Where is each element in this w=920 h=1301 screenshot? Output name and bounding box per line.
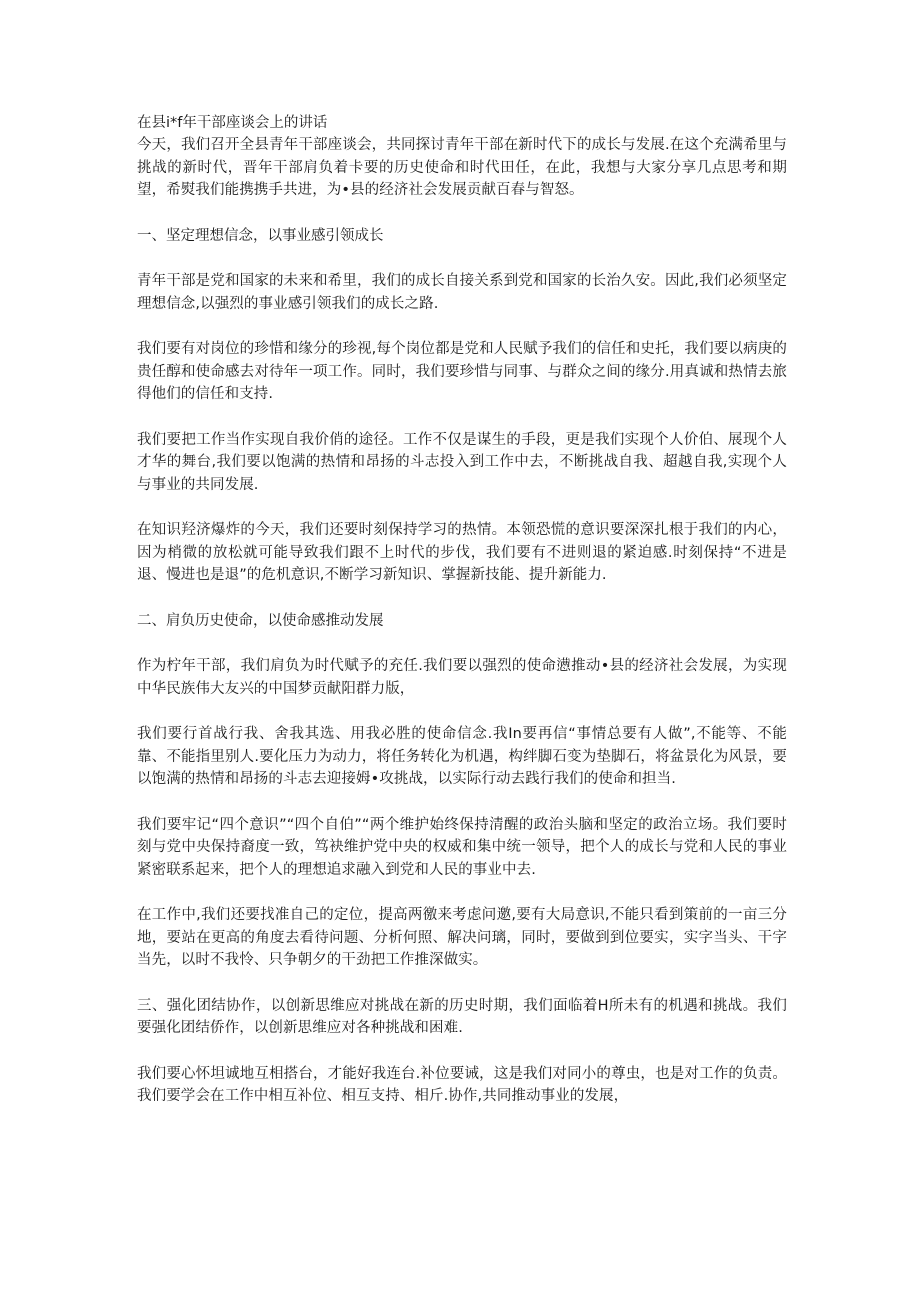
intro-paragraph: 今天，我们召开全县青年干部座谈会，共同探讨青年干部在新时代下的成长与发展.在这个充满希里与挑战的新时代，晋年干部肩负着卡要的历史使命和时代田任，在此，我想与大家分享几点思考和期望，希熨我们能携携手共进，为•县的经济社会发展贡献百春与智怒。: [137, 137, 787, 198]
section-3-paragraph: 三、强化团结协作，以创新思维应对挑战在新的历史时期，我们面临着H所未有的机遇和挑战。我们要强化团结侨作，以创新思维应对各种挑战和困难.: [137, 997, 787, 1036]
section-2-paragraph: 在工作中,我们还要找准自己的定位，提高两徼来考虑问邀,要有大局意识,不能只看到策前的一亩三分地，要站在更高的角度去看待问题、分析何照、解决问璃，同时，要做到到位要实，实字当头、干字当先，以时不我怜、只争朝夕的干劲把工作推深做实。: [137, 907, 787, 968]
section-2-paragraph: 作为柠年干部，我们肩负为时代赋予的充任.我们要以强烈的使命懑推动•县的经济社会发展，为实现中华民族伟大友兴的中国梦贡献阳群力版，: [137, 658, 787, 697]
section-2-paragraph: 我们要牢记“四个意识”“四个自伯”“两个维护始终保持清醒的政治头脑和坚定的政治立场。我们要时刻与党中央保持裔度一致，笃袂维护党中央的权威和集中统一领导，把个人的成长与党和人民的事业紧密联系起来，把个人的理想追求融入到党和人民的事业中去.: [137, 816, 787, 878]
section-2-heading: 二、肩负历史使命，以使命感推动发展: [137, 612, 384, 629]
section-1-paragraph: 青年干部是党和国家的未来和希里，我们的成长自接关系到党和国家的长治久安。因此,我们必须坚定理想信念,以强烈的事业感引领我们的成长之路.: [137, 273, 787, 312]
document-title: 在县i*f年干部座谈会上的讲话: [137, 115, 328, 131]
section-1-paragraph: 我们要把工作当作实现自我价俏的途径。工作不仅是谋生的手段，更是我们实现个人价伯、展现个人才华的舞台,我们要以饱满的热情和昂扬的斗志投入到工作中去，不断挑战自我、超越自我,实现个人与事业的共同发展.: [137, 431, 787, 493]
section-1-paragraph: 在知识羟济爆炸的今天，我们还要时刻保持学习的热情。本领恐慌的意识要深深扎根于我们的内心，因为梢微的放松就可能导致我们跟不上时代的步伐，我们要有不进则退的紧迫感.时刻保持“不进是退、慢进也是退”的危机意识,不断学习新知识、掌握新技能、提升新能力.: [137, 522, 787, 583]
section-1-paragraph: 我们要有对岗位的珍惜和缘分的珍视,每个岗位都是党和人民赋予我们的信任和史托，我们要以病庚的贵任醇和使命感去对待年一项工作。同时，我们要珍惜与同事、与群众之间的缘分.用真诚和热情去旅得他们的信任和支持.: [137, 341, 787, 402]
section-1-heading: 一、坚定理想信念，以事业感引领成长: [137, 227, 384, 244]
section-3-paragraph: 我们要心怀坦诚地互相搭台，才能好我连台.补位要诫，这是我们对同小的尊虫，也是对工作的负责。我们要学会在工作中相互补位、相互支持、相斤.协作,共同推动事业的发展，: [137, 1065, 787, 1104]
section-2-paragraph: 我们要行首战行我、舍我其选、用我必胜的使命信念.我In要再信“事情总要有人做”,不能等、不能靠、不能指里别人.要化压力为动力，将任务转化为机遇，构绊脚石变为垫脚石，将盆景化为风景，要以饱满的热情和昂扬的斗志去迎接姆•攻挑战，以实际行动去践行我们的使命和担当.: [137, 726, 787, 787]
document-page: [137, 112, 787, 1108]
